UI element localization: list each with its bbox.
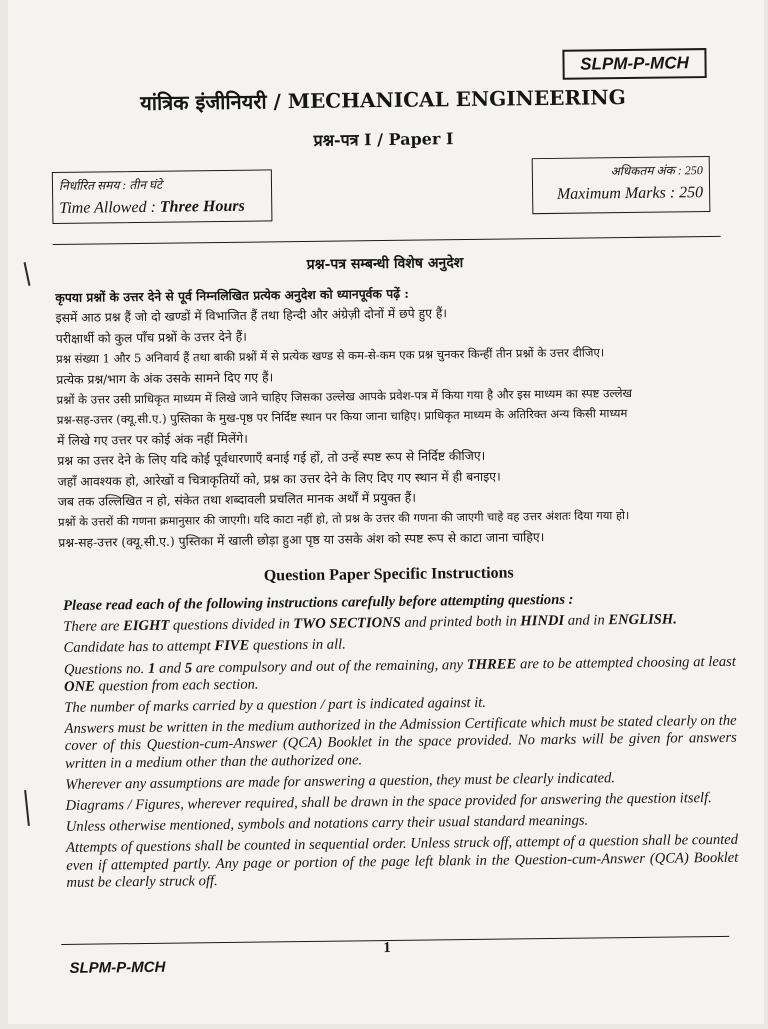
instruction-attempt-count: Candidate has to attempt FIVE questions in all. bbox=[63, 636, 346, 657]
page-number: 1 bbox=[383, 939, 391, 957]
header-divider bbox=[53, 236, 721, 245]
exam-paper-page bbox=[8, 0, 764, 1024]
instruction-sections: There are EIGHT questions divided in TWO SECTIONS and printed both in HINDI and in ENGLISH. bbox=[63, 611, 677, 636]
time-allowed-english bbox=[59, 197, 265, 218]
english-instructions bbox=[63, 590, 739, 896]
hindi-line: जब तक उल्लिखित न हो, संकेत तथा शब्दावली प्रचलित मानक अर्थों में प्रयुक्त हैं। bbox=[57, 490, 417, 510]
time-allowed-hindi: निर्धारित समय : तीन घंटे bbox=[58, 177, 163, 193]
instruction-compulsory: Questions no. 1 and 5 are compulsory and out of the remaining, any THREE are to be attempted choosing at least ONE question from each section. bbox=[63, 653, 736, 695]
paper-code-box: SLPM-P-MCH bbox=[562, 48, 706, 80]
hindi-line: प्रश्न का उत्तर देने के लिए यदि कोई पूर्वधारणाएँ बनाई गई हों, तो उन्हें स्पष्ट रूप से निर्दिष्ट कीजिए। bbox=[57, 449, 486, 469]
hindi-line: प्रश्नों के उत्तर उसी प्राधिकृत माध्यम में लिखे जाने चाहिए जिसका उल्लेख आपके प्रवेश-पत्र में किया गया है और इस माध्यम का स्पष्ट उल्लेख bbox=[56, 386, 633, 408]
instruction-assumptions: Wherever any assumptions are made for answering a question, they must be clearly indicated. bbox=[65, 770, 616, 793]
time-allowed-value: Three Hours bbox=[159, 197, 245, 216]
hindi-line: प्रत्येक प्रश्न/भाग के अंक उसके सामने दिए गए हैं। bbox=[56, 369, 274, 387]
maximum-marks-hindi: अधिकतम अंक : 250 bbox=[610, 163, 703, 179]
instruction-lead: Please read each of the following instructions carefully before attempting questions : bbox=[63, 591, 574, 614]
hindi-line: में लिखे गए उत्तर पर कोई अंक नहीं मिलेंगे। bbox=[57, 431, 248, 448]
page-content bbox=[2, 0, 768, 1029]
paper-number: प्रश्न-पत्र I / Paper I bbox=[313, 129, 454, 150]
instruction-symbols: Unless otherwise mentioned, symbols and notations carry their usual standard meanings. bbox=[65, 812, 589, 836]
hindi-instructions-heading: प्रश्न-पत्र सम्बन्धी विशेष अनुदेश bbox=[306, 255, 464, 273]
hindi-line: प्रश्न-सह-उत्तर (क्यू.सी.ए.) पुस्तिका में खाली छोड़ा हुआ पृष्ठ या उसके अंश को स्पष्ट रूप से काटा जाना चाहिए। bbox=[58, 529, 545, 550]
hindi-line: परीक्षार्थी को कुल पाँच प्रश्नों के उत्तर देने हैं। bbox=[55, 329, 247, 346]
instruction-sequential: Attempts of questions shall be counted in sequential order. Unless struck off, attempt of a question shall be counted even if attempted partly. Any page or portion of the page left blank in the Question-cum-Answer (QCA) Booklet must be clearly struck off. bbox=[65, 832, 739, 891]
maximum-marks-box bbox=[532, 156, 711, 214]
hindi-line: इसमें आठ प्रश्न हैं जो दो खण्डों में विभाजित हैं तथा हिन्दी और अंग्रेज़ी दोनों में छपे हुए हैं। bbox=[55, 306, 448, 326]
footer-divider bbox=[61, 936, 729, 945]
instruction-marks: The number of marks carried by a question / part is indicated against it. bbox=[64, 694, 487, 716]
time-allowed-box bbox=[52, 169, 273, 224]
time-allowed-label: Time Allowed : bbox=[59, 198, 160, 217]
hindi-line: प्रश्न-सह-उत्तर (क्यू.सी.ए.) पुस्तिका के मुख-पृष्ठ पर निर्दिष्ट स्थान पर किया जाना चाहिए। प्राधिकृत माध्यम के अतिरिक्त अन्य किसी माध्यम bbox=[56, 406, 628, 428]
hindi-line: प्रश्न संख्या 1 और 5 अनिवार्य हैं तथा बाकी प्रश्नों में से प्रत्येक खण्ड से कम-से-कम एक प्रश्न चुनकर किन्हीं तीन प्रश्नों के उत्तर दीजिए। bbox=[56, 345, 605, 367]
english-instructions-heading: Question Paper Specific Instructions bbox=[263, 564, 514, 585]
hindi-line: जहाँ आवश्यक हो, आरेखों व चित्राकृतियों को, प्रश्न का उत्तर देने के लिए दिए गए स्थान में ही बनाइए। bbox=[57, 469, 501, 489]
hindi-line: कृपया प्रश्नों के उत्तर देने से पूर्व निम्नलिखित प्रत्येक अनुदेश को ध्यानपूर्वक पढ़ें : bbox=[55, 285, 410, 306]
instruction-diagrams: Diagrams / Figures, wherever required, shall be drawn in the space provided for answering the question itself. bbox=[65, 790, 712, 814]
instruction-medium: Answers must be written in the medium authorized in the Admission Certificate which must be stated clearly on the cover of this Question-cum-Answer (QCA) Booklet in the space provided. No marks will be given for answers written in a medium other than the authorized one. bbox=[64, 712, 737, 772]
hindi-instructions bbox=[55, 280, 728, 553]
subject-title: यांत्रिक इंजीनियरी / MECHANICAL ENGINEERING bbox=[140, 85, 626, 115]
maximum-marks-english: Maximum Marks : 250 bbox=[556, 184, 704, 203]
footer-paper-code: SLPM-P-MCH bbox=[69, 958, 166, 977]
hindi-line: प्रश्नों के उत्तरों की गणना क्रमानुसार की जाएगी। यदि काटा नहीं हो, तो प्रश्न के उत्तर की गणना की जाएगी चाहे वह उत्तर अंशतः दिया गया हो। bbox=[58, 508, 630, 530]
